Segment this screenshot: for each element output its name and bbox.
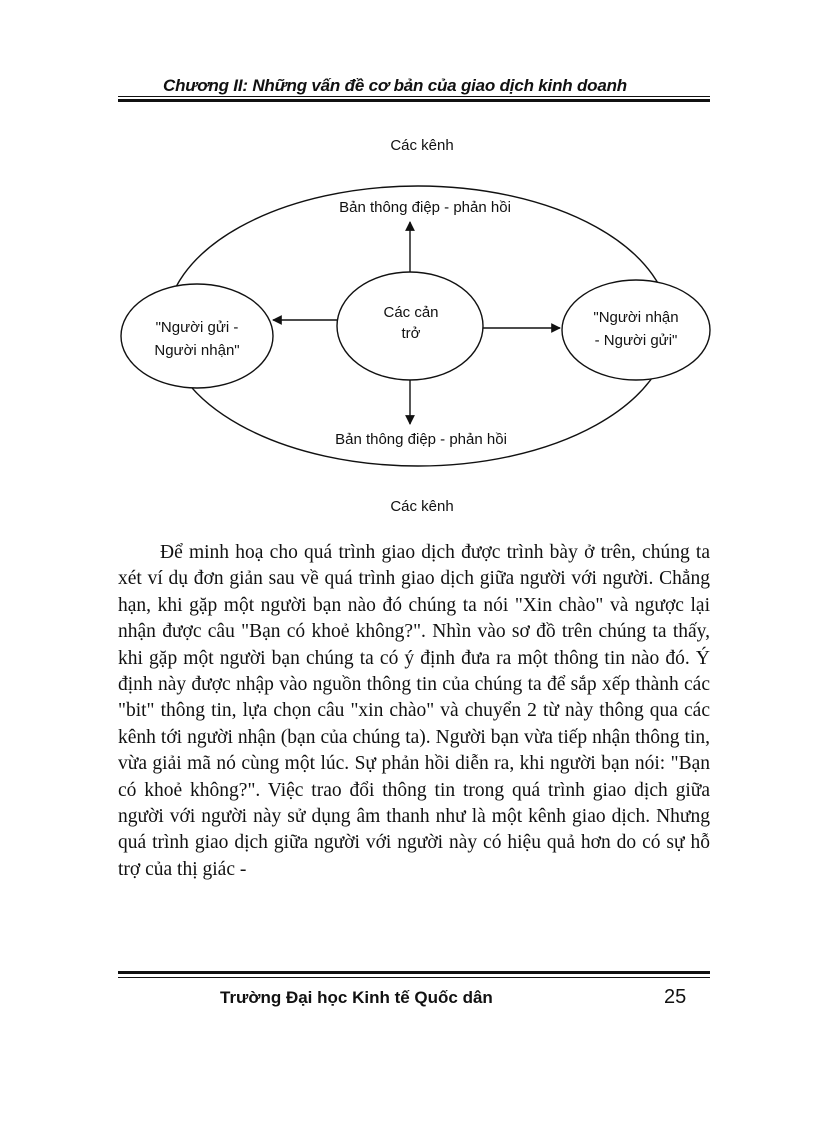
message-feedback-label-bottom: Bản thông điệp - phản hồi	[335, 431, 507, 448]
header-rule-thick	[118, 99, 710, 102]
receiver-sender-line1: "Người nhận	[593, 309, 679, 326]
page-number: 25	[664, 986, 687, 1008]
footer-school-name: Trường Đại học Kinh tế Quốc dân	[220, 988, 493, 1007]
body-paragraph: Để minh hoạ cho quá trình giao dịch được trình bày ở trên, chúng ta xét ví dụ đơn giản sau về quá trình giao dịch giữa người với người. Chẳng hạn, khi gặp một người bạn nào đó chúng ta nói "Xin chào" và ngược lại nhận được câu "Bạn có khoẻ không?". Nhìn vào sơ đồ trên chúng ta thấy, khi gặp một người bạn chúng ta có ý định đưa ra một thông tin nào đó. Ý định này được nhập vào nguồn thông tin của chúng ta để sắp xếp thành các "bit" thông tin, lựa chọn câu "xin chào" và chuyển 2 từ này thông qua các kênh tới người nhận (bạn của chúng ta). Người bạn vừa tiếp nhận thông tin, vừa giải mã nó cùng một lúc. Sự phản hồi diễn ra, khi người bạn nói: "Bạn có khoẻ không?". Việc trao đổi thông tin trong quá trình giao dịch giữa người với người này sử dụng âm thanh như là một kênh giao dịch. Nhưng quá trình giao dịch giữa người với người này có hiệu quả hơn do có sự hỗ trợ của thị giác -	[118, 542, 710, 880]
sender-receiver-line1: "Người gửi -	[155, 319, 239, 336]
footer-rule-thin	[118, 977, 710, 978]
running-header-title: Chương II: Những vấn đề cơ bản của giao dịch kinh doanh	[163, 76, 627, 95]
barriers-line1: Các cản	[383, 304, 439, 321]
sender-receiver-node	[121, 284, 273, 388]
barriers-line2: trở	[401, 325, 421, 342]
header-rule-thin	[118, 96, 710, 97]
receiver-sender-line2: - Người gửi"	[594, 332, 678, 349]
message-feedback-label-top: Bản thông điệp - phản hồi	[339, 199, 511, 216]
receiver-sender-node	[562, 280, 710, 380]
channel-label-bottom: Các kênh	[390, 498, 454, 515]
sender-receiver-line2: Người nhận"	[154, 342, 240, 359]
channel-label-top: Các kênh	[390, 137, 454, 154]
footer-rule-thick	[118, 971, 710, 974]
communication-diagram	[0, 120, 816, 530]
